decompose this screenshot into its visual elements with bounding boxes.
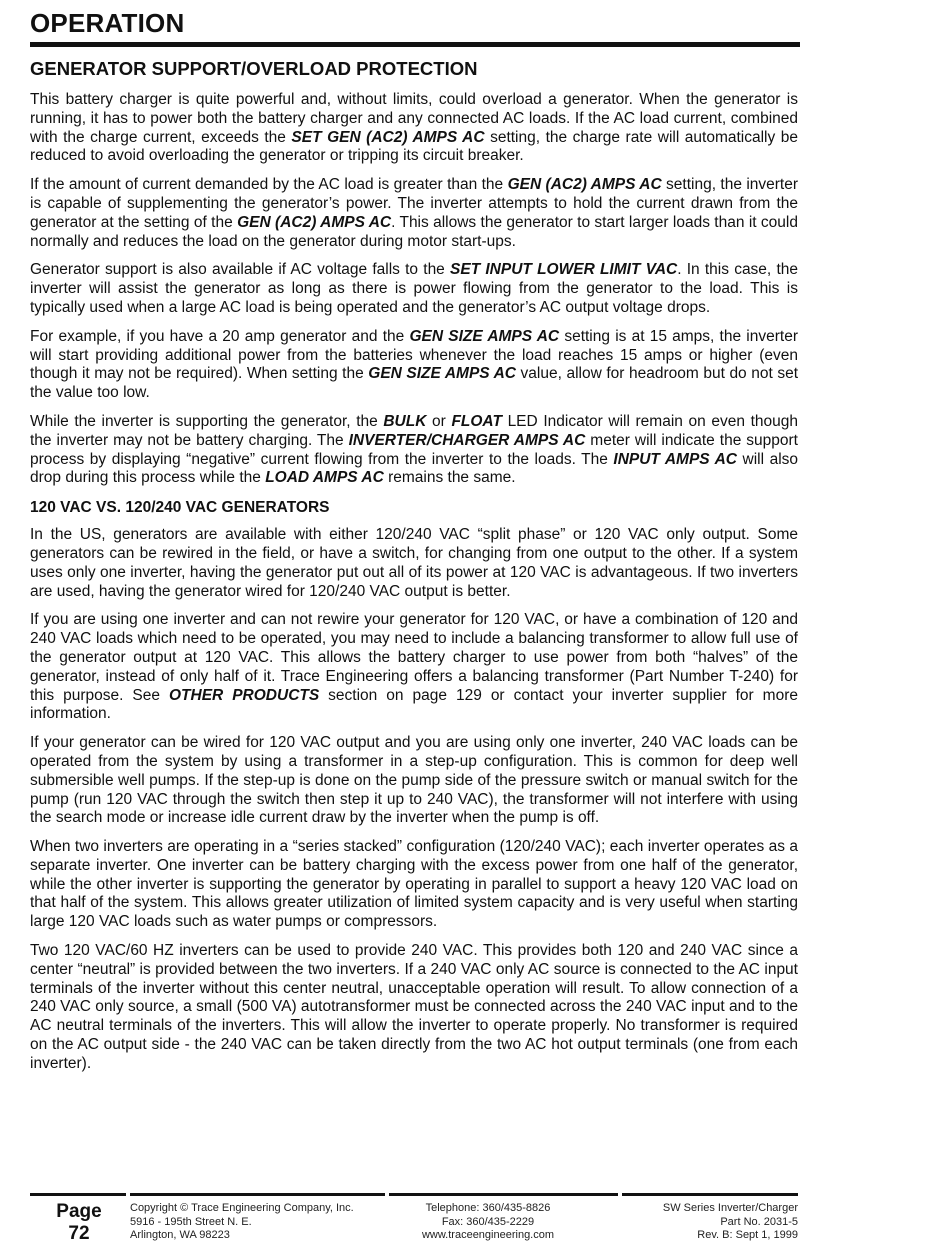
body-paragraph (30, 328, 798, 403)
paragraph-text: Generator support is also available if AC voltage falls to the (30, 261, 451, 279)
paragraph-text: . This allows the generator to start larger loads than it could normally and reduces the load on the generator during motor start-ups. (30, 213, 798, 250)
subsection-paragraphs (30, 526, 798, 1074)
footer-product-info (590, 1202, 798, 1243)
page-label: Page (56, 1201, 102, 1222)
setting-name-emphasis: INVERTER/CHARGER AMPS AC (348, 431, 586, 449)
setting-name-emphasis: SET INPUT LOWER LIMIT VAC (450, 261, 678, 279)
footer-address-line2: Arlington, WA 98223 (130, 1229, 230, 1241)
footer-product: SW Series Inverter/Charger (662, 1202, 798, 1214)
setting-name-emphasis: SET GEN (AC2) AMPS AC (291, 128, 485, 146)
footer-telephone: Telephone: 360/435-8826 (425, 1202, 551, 1214)
paragraph-text: remains the same. (383, 469, 516, 487)
footer-fax: Fax: 360/435-2229 (441, 1215, 535, 1228)
page-title: OPERATION (30, 8, 185, 38)
setting-name-emphasis: BULK (383, 412, 427, 430)
setting-name-emphasis: GEN SIZE AMPS AC (409, 327, 560, 345)
footer-rule (30, 1193, 798, 1196)
paragraph-text: While the inverter is supporting the generator, the (30, 412, 384, 430)
page-header (30, 8, 800, 47)
paragraph-text: will also drop during this process while the (30, 450, 799, 487)
paragraph-text: or (426, 412, 452, 430)
paragraph-text: If you are using one inverter and can not rewire your generator for 120 VAC, or have a combination of 120 and 240 VAC loads which need to be operated, you may need to include a balancing transformer to allow full use of the generator output at 120 VAC. This allows the battery charger to use power from both “halves” of the generator, instead of only half of it. Trace Engineering offers a balancing transformer (Part Number T-240) for this purpose. See (30, 611, 798, 704)
paragraph-text: When two inverters are operating in a “series stacked” configuration (120/240 VAC); each inverter operates as a separate inverter. One inverter can be battery charging with the excess power from one half of the generator, while the other inverter is supporting the generator by operating in parallel to support a heavy 120 VAC load on that half of the system. This allows greater utilization of limited system capacity and is very useful when starting large 120 VAC loads such as water pumps or compressors. (30, 838, 798, 931)
paragraph-text: This battery charger is quite powerful and, without limits, could overload a generator. When the generator is running, it has to power both the battery charger and any connected AC loads. If the AC load current, combined with the charge current, exceeds the (30, 91, 798, 146)
body-paragraph (30, 526, 798, 601)
paragraph-text: . In this case, the inverter will assist the generator as long as there is power flowing from the generator to the load. This is typically used when a large AC load is being operated and the generator’s AC output voltage drops. (30, 261, 798, 316)
section-heading: GENERATOR SUPPORT/OVERLOAD PROTECTION (30, 58, 478, 79)
body-paragraph (30, 611, 798, 724)
paragraph-text: Two 120 VAC/60 HZ inverters can be used to provide 240 VAC. This provides both 120 and 240 VAC since a center “neutral” is provided between the two inverters. If a 240 VAC only AC source is connected to the AC input terminals of the inverter without this center neutral, unacceptable operation will result. To allow connection of a 240 VAC only source, a small (500 VA) autotransformer must be connected across the 240 VAC input and to the AC neutral terminals of the inverters. This will allow the inverter to operate properly. No transformer is required on the AC output side - the 240 VAC can be taken directly from the two AC hot output terminals (one from each inverter). (30, 942, 798, 1072)
page-number-box (30, 1201, 128, 1245)
paragraph-text: LED Indicator will remain on even though the inverter may not be battery charging. The (30, 412, 798, 449)
footer-company-info (130, 1202, 410, 1243)
setting-name-emphasis: GEN (AC2) AMPS AC (237, 213, 392, 231)
paragraph-text: meter will indicate the support process by displaying “negative” current flowing from the inverter to the loads. The (30, 431, 798, 468)
body-paragraph (30, 261, 798, 317)
main-content (30, 56, 798, 1084)
footer-revision: Rev. B: Sept 1, 1999 (697, 1229, 798, 1241)
setting-name-emphasis: FLOAT (451, 412, 502, 430)
footer-contact-info (386, 1202, 590, 1243)
body-paragraph (30, 942, 798, 1074)
paragraph-text: setting is at 15 amps, the inverter will start providing additional power from the batteries whenever the load reaches 15 amps or higher (even though it may not be required). When setting the (30, 327, 798, 383)
setting-name-emphasis: LOAD AMPS AC (265, 469, 384, 487)
subsection-heading: 120 VAC VS. 120/240 VAC GENERATORS (30, 499, 330, 517)
paragraph-text: In the US, generators are available with either 120/240 VAC “split phase” or 120 VAC only output. Some generators can be rewired in the field, or have a switch, for changing from one output to the other. If a system uses only one inverter, having the generator put out all of its power at 120 VAC is advantageous. If two inverters are used, having the generator wired for 120/240 VAC output is better. (30, 526, 798, 600)
paragraph-text: For example, if you have a 20 amp generator and the (30, 327, 410, 345)
paragraph-text: If the amount of current demanded by the AC load is greater than the (30, 176, 508, 194)
paragraph-text: If your generator can be wired for 120 VAC output and you are using only one inverter, 240 VAC loads can be operated from the system by using a transformer in a step-up configuration. This is common for deep well submersible well pumps. If the step-up is done on the pump side of the pressure switch or manual switch for the pump (run 120 VAC through the switch then step it up to 240 VAC), the transformer will not interfere with using the search mode or increase idle current draw by the inverter when the pump is off. (30, 734, 798, 827)
footer-part-number: Part No. 2031-5 (720, 1215, 798, 1228)
body-paragraph (30, 91, 798, 166)
paragraph-text: setting, the inverter is capable of supplementing the generator’s power. The inverter attempts to hold the current drawn from the generator at the setting of the (30, 176, 799, 231)
paragraph-text: setting, the charge rate will automatically be reduced to avoid overloading the generator or tripping its circuit breaker. (30, 128, 798, 165)
section-paragraphs (30, 91, 798, 488)
footer-address-line1: 5916 - 195th Street N. E. (130, 1215, 252, 1228)
generator-support-section (30, 56, 798, 488)
setting-name-emphasis: INPUT AMPS AC (613, 450, 737, 468)
paragraph-text: section on page 129 or contact your inverter supplier for more information. (30, 686, 798, 723)
body-paragraph (30, 176, 798, 251)
body-paragraph (30, 838, 798, 932)
footer-website[interactable]: www.traceengineering.com (421, 1229, 555, 1241)
footer-copyright: Copyright © Trace Engineering Company, Inc. (130, 1202, 354, 1214)
generators-subsection (30, 498, 798, 1074)
page-footer (30, 1193, 798, 1245)
page-number: 72 (68, 1223, 90, 1244)
paragraph-text: value, allow for headroom but do not set the value too low. (30, 365, 799, 402)
setting-name-emphasis: OTHER PRODUCTS (168, 686, 320, 704)
setting-name-emphasis: GEN SIZE AMPS AC (368, 365, 516, 383)
body-paragraph (30, 413, 798, 488)
setting-name-emphasis: GEN (AC2) AMPS AC (507, 176, 662, 194)
title-rule (30, 42, 800, 47)
body-paragraph (30, 734, 798, 828)
